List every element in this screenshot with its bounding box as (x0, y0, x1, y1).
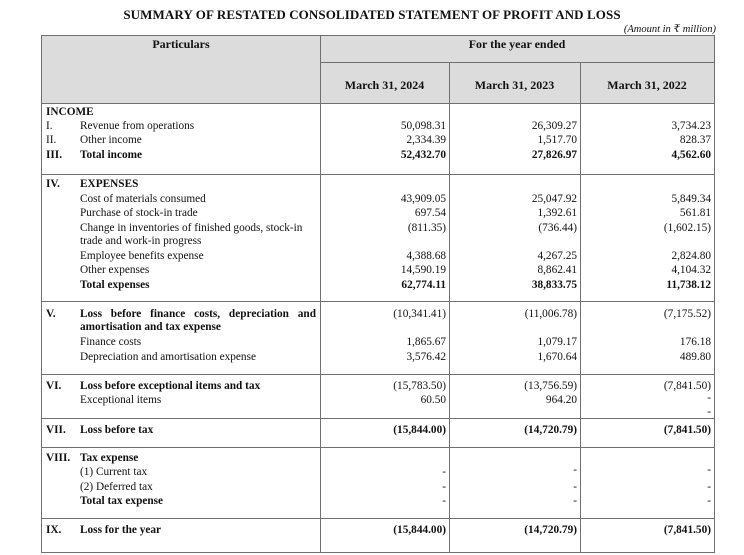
row-label: Other income (80, 134, 142, 146)
value-2023: (14,720.79) (524, 524, 577, 536)
value-2023: (736.44) (538, 222, 577, 234)
roman-numeral: IV. (46, 178, 60, 190)
row-label: Employee benefits expense (80, 250, 204, 262)
col-divider-1 (320, 36, 321, 553)
total-expenses-label: Total expenses (80, 279, 150, 291)
value-2022: (7,175.52) (663, 308, 711, 320)
value-2024: 60.50 (420, 394, 446, 406)
row-label: Revenue from operations (80, 120, 195, 132)
value-2022: (7,841.50) (663, 380, 711, 392)
value-2022: 561.81 (679, 207, 711, 219)
roman-numeral: VI. (46, 380, 62, 392)
value-2024: 1,865.67 (406, 336, 446, 348)
loss-before-tax-label: Loss before tax (80, 424, 154, 436)
col-divider-3 (580, 62, 581, 553)
value-2023: 38,833.75 (531, 279, 577, 291)
value-2024: - (442, 481, 446, 493)
value-2023: - (573, 495, 577, 507)
value-2022: (7,841.50) (663, 424, 711, 436)
value-2024: - (442, 495, 446, 507)
value-2022: (1,602.15) (663, 222, 711, 234)
total-tax-expense-label: Total tax expense (80, 495, 164, 507)
value-2024: 43,909.05 (400, 193, 446, 205)
value-2024: (15,844.00) (393, 524, 446, 536)
year-header-2024: March 31, 2024 (344, 78, 425, 92)
value-2023: - (573, 481, 577, 493)
value-2022: 489.80 (679, 351, 711, 363)
row-label: Other expenses (80, 264, 150, 276)
loss-before-exceptional-label: Loss before exceptional items and tax (80, 380, 261, 392)
value-2023: 1,079.17 (537, 336, 577, 348)
value-2023: 964.20 (545, 394, 577, 406)
value-2023: 26,309.27 (531, 120, 577, 132)
value-2024: 697.54 (414, 207, 446, 219)
section-divider-iv (42, 174, 714, 175)
value-2022: - (707, 481, 711, 493)
roman-numeral: II. (46, 134, 57, 146)
value-2022: (7,841.50) (663, 524, 711, 536)
section-divider-v (42, 301, 714, 302)
value-2022: 3,734.23 (671, 120, 711, 132)
section-divider-ix (42, 518, 714, 519)
amount-unit-note: (Amount in ₹ million) (623, 24, 716, 35)
row-label: (2) Deferred tax (80, 481, 153, 493)
loss-before-finance-label: Loss before finance costs, depreciation and amortisation and tax expense (80, 308, 316, 333)
value-2022: - (707, 392, 711, 404)
income-heading: INCOME (46, 106, 94, 118)
period-divider (320, 62, 714, 63)
value-2022: 2,824.80 (671, 250, 711, 262)
value-2024: (10,341.41) (393, 308, 446, 320)
value-2023: (13,756.59) (524, 380, 577, 392)
value-2024: 4,388.68 (406, 250, 446, 262)
value-2023: 25,047.92 (531, 193, 577, 205)
value-2023: 1,670.64 (537, 351, 577, 363)
value-2023: (11,006.78) (524, 308, 577, 320)
value-2024: 14,590.19 (400, 264, 446, 276)
value-2023: 1,392.61 (537, 207, 577, 219)
value-2022: - (707, 495, 711, 507)
row-label: Cost of materials consumed (80, 193, 206, 205)
value-2023: 27,826.97 (531, 149, 577, 161)
value-2022: - (707, 464, 711, 476)
total-income-label: Total income (80, 149, 143, 161)
value-2023: 8,862.41 (537, 264, 577, 276)
row-label: Finance costs (80, 336, 142, 348)
value-2023: 1,517.70 (537, 134, 577, 146)
value-2024: (811.35) (407, 222, 446, 234)
row-label: Depreciation and amortisation expense (80, 351, 256, 363)
section-divider-vi (42, 374, 714, 375)
value-2024: 2,334.39 (406, 134, 446, 146)
value-2022: 11,738.12 (666, 279, 711, 291)
col-divider-2 (449, 62, 450, 553)
loss-for-year-label: Loss for the year (80, 524, 162, 536)
value-2024: 62,774.11 (401, 279, 446, 291)
value-2022: 4,562.60 (671, 149, 711, 161)
period-header: For the year ended (468, 37, 566, 51)
row-label: Change in inventories of finished goods, stock-in trade and work-in progress (80, 222, 303, 247)
value-2022: 176.18 (679, 336, 711, 348)
year-header-2023: March 31, 2023 (474, 78, 555, 92)
value-2023: (14,720.79) (524, 424, 577, 436)
roman-numeral: V. (46, 308, 56, 320)
year-header-2022: March 31, 2022 (607, 78, 687, 92)
section-divider-viii (42, 447, 714, 448)
header-divider (42, 103, 714, 104)
tax-expense-heading: Tax expense (80, 452, 139, 464)
particulars-header: Particulars (152, 37, 210, 51)
expenses-heading: EXPENSES (80, 178, 139, 190)
value-2022: 4,104.32 (671, 264, 711, 276)
row-label: (1) Current tax (80, 466, 148, 478)
roman-numeral: III. (46, 149, 63, 161)
value-2024: (15,783.50) (393, 380, 446, 392)
value-2024: 3,576.42 (406, 351, 446, 363)
roman-numeral: VII. (46, 424, 66, 436)
value-2022-blank: - (707, 406, 711, 418)
value-2022: 828.37 (679, 134, 711, 146)
roman-numeral: I. (46, 120, 53, 132)
value-2023: 4,267.25 (537, 250, 577, 262)
roman-numeral: IX. (46, 524, 62, 536)
value-2024: (15,844.00) (393, 424, 446, 436)
value-2023: - (573, 464, 577, 476)
section-divider-vii (42, 418, 714, 419)
statement-title: SUMMARY OF RESTATED CONSOLIDATED STATEMENT OF PROFIT AND LOSS (123, 7, 621, 22)
value-2024: - (442, 466, 446, 478)
roman-numeral: VIII. (46, 452, 71, 464)
value-2024: 52,432.70 (400, 149, 446, 161)
value-2022: 5,849.34 (671, 193, 711, 205)
row-label: Purchase of stock-in trade (80, 207, 198, 219)
row-label: Exceptional items (80, 394, 162, 406)
value-2024: 50,098.31 (400, 120, 446, 132)
